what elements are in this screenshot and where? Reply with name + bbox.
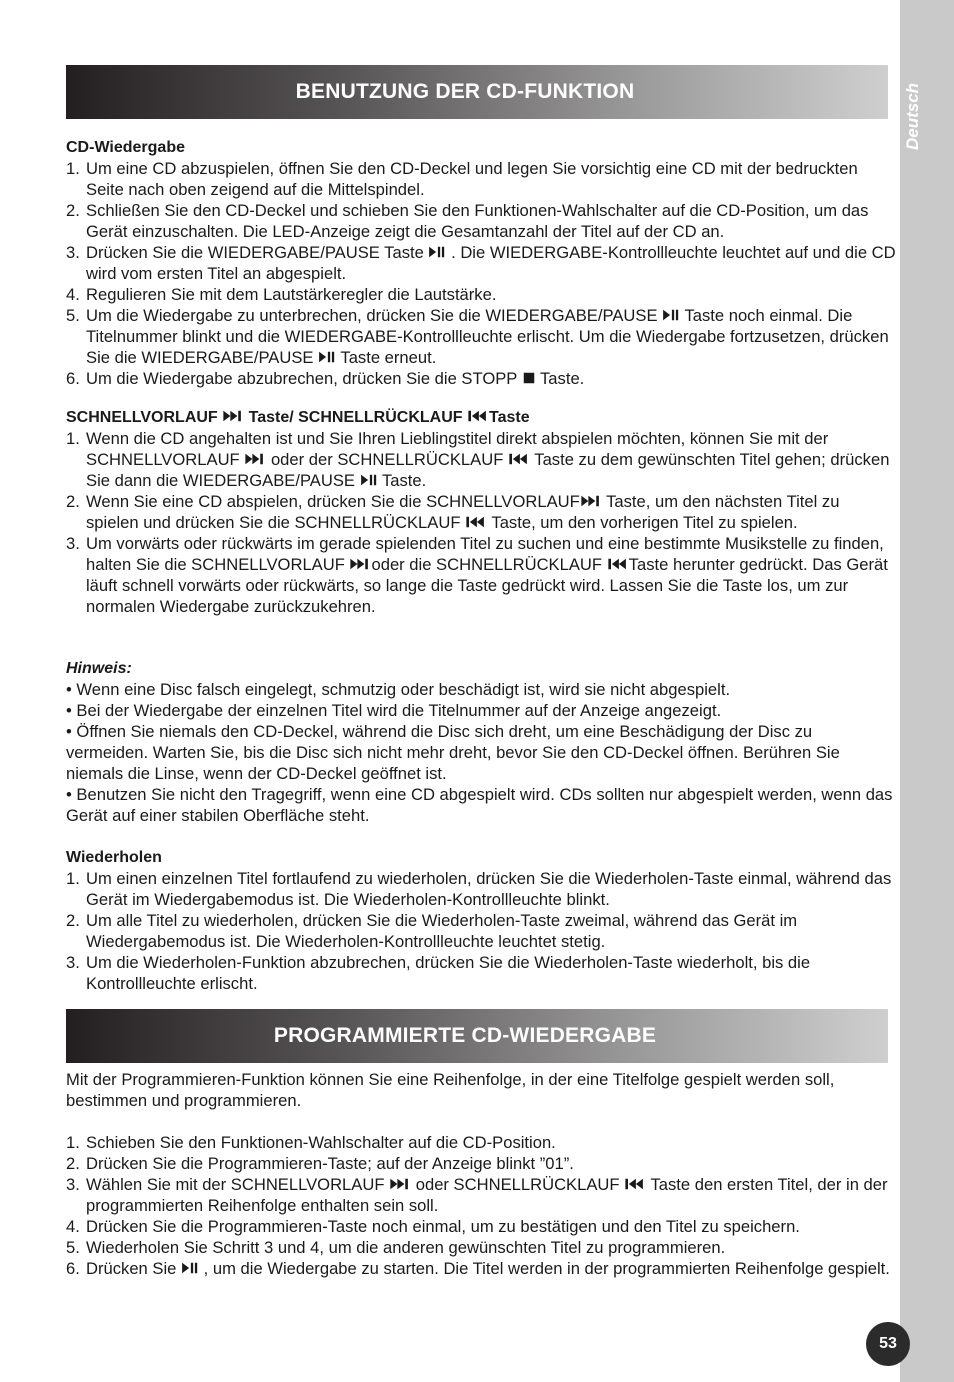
list-item: 5. Wiederholen Sie Schritt 3 und 4, um die anderen gewünschten Titel zu programmieren. bbox=[66, 1238, 726, 1257]
note-bullet: • Öffnen Sie niemals den CD-Deckel, während die Disc sich dreht, um eine Beschädigung der Disc zu vermeiden. Warten Sie, bis die Disc sich nicht mehr dreht, bevor Sie den CD-Deckel öffnen. Berühren Sie niemals die Linse, wenn der CD-Deckel geöffnet ist. bbox=[66, 722, 840, 783]
list-item: 6. Drücken Sie , um die Wiedergabe zu starten. Die Titel werden in der programmierten Reihenfolge gespielt. bbox=[66, 1259, 890, 1278]
skip-back-icon bbox=[467, 409, 489, 423]
list-item: 6. Um die Wiedergabe abzubrechen, drücken Sie die STOPP Taste. bbox=[66, 369, 585, 388]
section-title: PROGRAMMIERTE CD-WIEDERGABE bbox=[273, 1024, 657, 1047]
list-item: 5. Um die Wiedergabe zu unterbrechen, drücken Sie die WIEDERGABE/PAUSE Taste noch einmal. Die Titelnummer blinkt und die WIEDERGABE-Kontrollleuchte erlischt. Um die Wiedergabe fortzusetzen, drücken Sie die WIEDERGABE/PAUSE Taste erneut. bbox=[66, 306, 889, 367]
list-item: 3. Wählen Sie mit der SCHNELLVORLAUF oder SCHNELLRÜCKLAUF Taste den ersten Titel, der in der programmierten Reihenfolge enthalten sein soll. bbox=[66, 1175, 888, 1215]
skip-section bbox=[66, 407, 896, 617]
skip-back-icon bbox=[607, 557, 629, 571]
note-heading: Hinweis: bbox=[66, 660, 132, 677]
cd-playback-list bbox=[66, 158, 896, 389]
cd-playback-section bbox=[66, 137, 896, 389]
note-bullet: • Benutzen Sie nicht den Tragegriff, wenn eine CD abgespielt wird. CDs sollten nur abgespielt werden, wenn das Gerät auf einer stabilen Oberfläche steht. bbox=[66, 785, 893, 825]
play-pause-icon bbox=[428, 245, 446, 259]
list-item: 4. Drücken Sie die Programmieren-Taste noch einmal, um zu bestätigen und den Titel zu speichern. bbox=[66, 1217, 800, 1236]
play-pause-icon bbox=[662, 308, 680, 322]
list-item: 3. Um die Wiederholen-Funktion abzubrechen, drücken Sie die Wiederholen-Taste wiederholt, bis die Kontrollleuchte erlischt. bbox=[66, 953, 811, 993]
note-section bbox=[66, 658, 896, 826]
side-strip bbox=[900, 0, 954, 1382]
section-title: BENUTZUNG DER CD-FUNKTION bbox=[295, 80, 635, 103]
skip-forward-icon bbox=[389, 1177, 411, 1191]
play-pause-icon bbox=[318, 350, 336, 364]
repeat-section bbox=[66, 847, 896, 994]
section-banner-cd-function bbox=[66, 65, 888, 119]
list-item: 1. Um eine CD abzuspielen, öffnen Sie den CD-Deckel und legen Sie vorsichtig eine CD mit der bedruckten Seite nach oben zeigend auf die Mittelspindel. bbox=[66, 159, 858, 199]
skip-forward-icon bbox=[222, 409, 244, 423]
list-item: 1. Um einen einzelnen Titel fortlaufend zu wiederholen, drücken Sie die Wiederholen-Taste einmal, während das Gerät im Wiedergabemodus ist. Die Wiederholen-Kontrollleuchte blinkt. bbox=[66, 869, 892, 909]
page-number: 53 bbox=[866, 1322, 910, 1366]
skip-back-icon bbox=[508, 452, 530, 466]
skip-list bbox=[66, 428, 896, 617]
program-section bbox=[66, 1069, 896, 1279]
skip-forward-icon bbox=[349, 557, 371, 571]
skip-back-icon bbox=[624, 1177, 646, 1191]
note-bullet: • Wenn eine Disc falsch eingelegt, schmutzig oder beschädigt ist, wird sie nicht abgespielt. bbox=[66, 680, 731, 699]
list-item: 2. Um alle Titel zu wiederholen, drücken Sie die Wiederholen-Taste zweimal, während das Gerät im Wiedergabemodus ist. Die Wiederholen-Kontrollleuchte leuchtet stetig. bbox=[66, 911, 798, 951]
list-item: 1. Schieben Sie den Funktionen-Wahlschalter auf die CD-Position. bbox=[66, 1133, 556, 1152]
play-pause-icon bbox=[181, 1261, 199, 1275]
note-bullet: • Bei der Wiedergabe der einzelnen Titel wird die Titelnummer auf der Anzeige angezeigt. bbox=[66, 701, 722, 720]
list-item: 2. Drücken Sie die Programmieren-Taste; auf der Anzeige blinkt ”01”. bbox=[66, 1154, 574, 1173]
list-item: 2. Schließen Sie den CD-Deckel und schieben Sie den Funktionen-Wahlschalter auf die CD-Position, um das Gerät einzuschalten. Die LED-Anzeige zeigt die Gesamtanzahl der Titel auf der CD an. bbox=[66, 201, 869, 241]
language-label bbox=[903, 126, 954, 150]
skip-forward-icon bbox=[244, 452, 266, 466]
program-list bbox=[66, 1132, 896, 1279]
list-item: 2. Wenn Sie eine CD abspielen, drücken Sie die SCHNELLVORLAUF Taste, um den nächsten Titel zu spielen und drücken Sie die SCHNELLRÜCKLAUF Taste, um den vorherigen Titel zu spielen. bbox=[66, 492, 840, 532]
repeat-heading: Wiederholen bbox=[66, 849, 162, 866]
repeat-list bbox=[66, 868, 896, 994]
section-banner-programmed-playback bbox=[66, 1009, 888, 1063]
cd-playback-heading: CD-Wiedergabe bbox=[66, 139, 185, 156]
skip-forward-icon bbox=[580, 494, 602, 508]
play-pause-icon bbox=[360, 473, 378, 487]
program-intro: Mit der Programmieren-Funktion können Sie eine Reihenfolge, in der eine Titelfolge gespielt werden soll, bestimmen und programmieren. bbox=[66, 1070, 835, 1110]
list-item: 3. Drücken Sie die WIEDERGABE/PAUSE Taste . Die WIEDERGABE-Kontrollleuchte leuchtet auf und die CD wird vom ersten Titel an abgespielt. bbox=[66, 243, 896, 283]
skip-heading: SCHNELLVORLAUF Taste/ SCHNELLRÜCKLAUF Taste bbox=[66, 409, 530, 426]
list-item: 3. Um vorwärts oder rückwärts im gerade spielenden Titel zu suchen und eine bestimmte Musikstelle zu finden, halten Sie die SCHNELLVORLAUF oder die SCHNELLRÜCKLAUF Taste herunter gedrückt. Das Gerät läuft schnell vorwärts oder rückwärts, so lange die Taste gedrückt wird. Lassen Sie die Taste los, um zur normalen Wiedergabe zurückzukehren. bbox=[66, 534, 888, 616]
stop-icon bbox=[522, 371, 536, 385]
list-item: 1. Wenn die CD angehalten ist und Sie Ihren Lieblingstitel direkt abspielen möchten, können Sie mit der SCHNELLVORLAUF oder der SCHNELLRÜCKLAUF Taste zu dem gewünschten Titel gehen; drücken Sie dann die WIEDERGABE/PAUSE Taste. bbox=[66, 429, 890, 490]
skip-back-icon bbox=[465, 515, 487, 529]
list-item: 4. Regulieren Sie mit dem Lautstärkeregler die Lautstärke. bbox=[66, 285, 497, 304]
